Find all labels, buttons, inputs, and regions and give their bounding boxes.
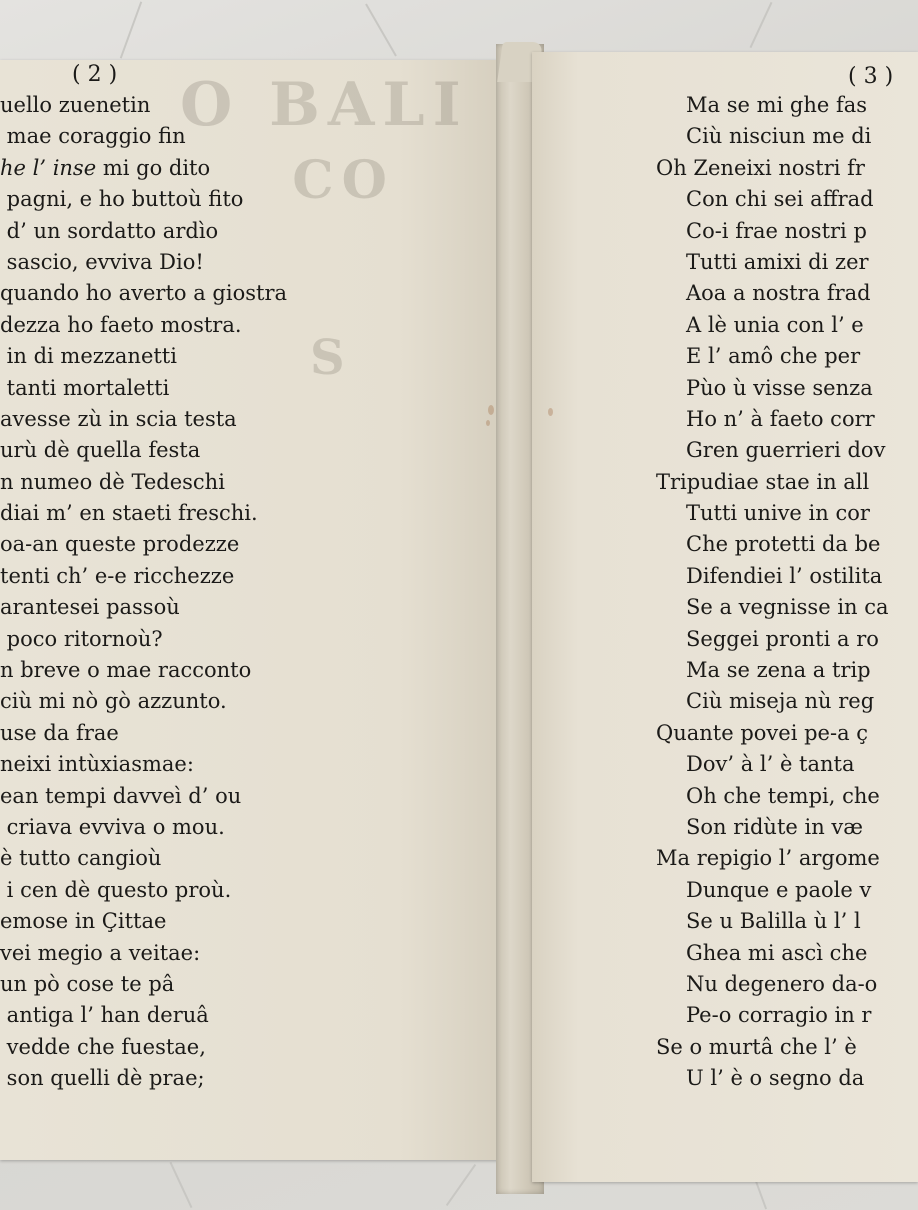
right-text-line-part: Son ridùte in væ <box>686 814 864 839</box>
left-text-line-part: mi go dito <box>96 155 211 180</box>
right-text-line-part: E l’ amô che per <box>686 344 861 369</box>
left-text-line-part: d’ un sordatto ardìo <box>0 218 219 243</box>
left-text-line <box>0 1032 287 1063</box>
table-crack <box>120 1 142 58</box>
right-text-line-part: Quante povei pe-a ç <box>656 720 869 745</box>
foxing-spot <box>488 405 494 415</box>
left-text-line-part: vedde che fuestae, <box>0 1034 206 1059</box>
right-text-line-part: Dunque e paole v <box>686 877 872 902</box>
left-text-line-part: criava evviva o mou. <box>0 814 225 839</box>
left-text-line <box>0 341 287 372</box>
right-text-line <box>532 1000 889 1031</box>
left-text-line-part: uello zuenetin <box>0 93 151 117</box>
left-text-line <box>0 247 287 278</box>
right-text-line-part: Aoa a nostra frad <box>686 281 871 306</box>
left-text-line <box>0 812 287 843</box>
left-text-line <box>0 592 287 623</box>
left-text-line-part: poco ritornoù? <box>0 626 163 651</box>
left-text-line <box>0 435 287 466</box>
left-text-line-part: use da frae <box>0 720 119 745</box>
right-text-line <box>532 435 889 466</box>
left-text-line-part: pagni, e ho buttoù fito <box>0 187 244 212</box>
left-text-line <box>0 624 287 655</box>
right-text-line-part: Se u Balilla ù l’ l <box>686 909 861 934</box>
right-page-number: ( 3 ) <box>848 64 894 89</box>
right-text-line <box>532 216 889 247</box>
left-text-line <box>0 373 287 404</box>
right-text-line-part: Seggei pronti a ro <box>686 626 879 651</box>
left-text-line-part: arantesei passoù <box>0 595 180 620</box>
right-text-line <box>532 184 889 215</box>
show-through-title: CO <box>240 150 395 211</box>
right-text-line <box>532 341 889 372</box>
right-text-line-part: A lè unia con l’ e <box>686 312 864 337</box>
left-text-line-part: tanti mortaletti <box>0 375 170 400</box>
right-text-line-part: Co-i frae nostri p <box>686 218 867 243</box>
left-text-line-part: neixi intùxiasmae: <box>0 752 194 777</box>
show-through-title: S <box>310 330 353 386</box>
left-text-line-part: dezza ho faeto mostra. <box>0 312 242 337</box>
left-text-line <box>0 686 287 717</box>
right-text-line-part: Con chi sei affrad <box>686 187 874 212</box>
left-text-line-part: emose in Çittae <box>0 909 167 934</box>
right-text-line-part: Se o murtâ che l’ è <box>656 1034 857 1059</box>
left-text-line <box>0 404 287 435</box>
left-text-line <box>0 561 287 592</box>
left-text-line-part: ean tempi davveì d’ ou <box>0 783 242 808</box>
table-crack <box>750 2 773 48</box>
show-through-title: O BALI <box>180 70 469 140</box>
right-text-line-part: Tripudiae stae in all <box>656 469 870 494</box>
left-text-line <box>0 153 287 184</box>
left-text-line-part: i cen dè questo proù. <box>0 877 232 902</box>
right-text-line <box>532 121 889 152</box>
left-text-line-part: ciù mi nò gò azzunto. <box>0 689 227 714</box>
right-text-line <box>532 624 889 655</box>
table-crack <box>170 1162 193 1208</box>
right-text-line-part: Ma se zena a trip <box>686 658 871 683</box>
right-text-line <box>532 278 889 309</box>
right-text-line <box>532 812 889 843</box>
left-text-line <box>0 529 287 560</box>
foxing-spot <box>486 420 490 426</box>
table-crack <box>446 1164 476 1206</box>
left-text-line-part: oa-an queste prodezze <box>0 532 240 557</box>
right-text-line-part: Pùo ù visse senza <box>686 375 873 400</box>
left-text-line <box>0 184 287 215</box>
table-crack <box>365 4 397 57</box>
left-text-line <box>0 121 287 152</box>
right-text-line-part: Difendiei l’ ostilita <box>686 563 883 588</box>
left-text-line <box>0 938 287 969</box>
left-text-line <box>0 1063 287 1094</box>
left-page-number: ( 2 ) <box>72 62 118 87</box>
right-text-line-part: Nu degenero da-o <box>686 971 878 996</box>
left-text-line <box>0 906 287 937</box>
left-text-line-part: un pò cose te pâ <box>0 971 175 996</box>
right-text-line <box>532 875 889 906</box>
left-text-line <box>0 498 287 529</box>
foxing-spot <box>548 408 553 416</box>
right-text-line-part: Se a vegnisse in ca <box>686 595 889 620</box>
left-text-line-part: son quelli dè prae; <box>0 1066 205 1091</box>
left-text-line <box>0 969 287 1000</box>
right-text-line <box>532 90 889 121</box>
right-text-line-part: U l’ è o segno da <box>686 1066 865 1091</box>
left-text-line <box>0 90 287 121</box>
left-text-line <box>0 655 287 686</box>
right-text-line <box>532 529 889 560</box>
left-page-text <box>0 90 287 1095</box>
right-text-line <box>532 781 889 812</box>
left-text-line-part: mae coraggio fin <box>0 124 186 149</box>
left-text-line <box>0 467 287 498</box>
right-text-line-part: Gren guerrieri dov <box>686 438 886 463</box>
left-text-line-part: in di mezzanetti <box>0 344 177 369</box>
right-text-line <box>532 561 889 592</box>
left-text-line <box>0 875 287 906</box>
left-text-line-part: urù dè quella festa <box>0 438 201 463</box>
right-text-line <box>532 153 889 184</box>
left-text-line-part: n breve o mae racconto <box>0 658 252 683</box>
right-text-line <box>532 686 889 717</box>
left-text-line-part: avesse zù in scia testa <box>0 406 237 431</box>
right-text-line-part: Tutti amixi di zer <box>686 249 869 274</box>
right-text-line <box>532 467 889 498</box>
right-text-line-part: Tutti unive in cor <box>686 501 870 526</box>
right-text-line-part: Ciù miseja nù reg <box>686 689 875 714</box>
left-text-line-italic: he l’ inse <box>0 155 97 180</box>
right-text-line-part: Ciù nisciun me di <box>686 124 872 149</box>
left-text-line-part: sascio, evviva Dio! <box>0 249 204 274</box>
right-text-line-part: Che protetti da be <box>686 532 881 557</box>
left-text-line <box>0 310 287 341</box>
left-text-line <box>0 278 287 309</box>
right-text-line <box>532 655 889 686</box>
left-text-line <box>0 781 287 812</box>
left-text-line <box>0 718 287 749</box>
right-text-line-part: Ma repigio l’ argome <box>656 846 880 871</box>
left-text-line-part: diai m’ en staeti freschi. <box>0 501 258 526</box>
right-text-line <box>532 1063 889 1094</box>
right-text-line <box>532 310 889 341</box>
right-text-line-part: Pe-o corragio in r <box>686 1003 872 1028</box>
right-text-line <box>532 938 889 969</box>
left-text-line-part: è tutto cangioù <box>0 846 162 871</box>
left-text-line <box>0 216 287 247</box>
table-crack <box>755 1181 767 1210</box>
right-text-line <box>532 247 889 278</box>
right-text-line <box>532 592 889 623</box>
right-text-line <box>532 749 889 780</box>
left-text-line-part: n numeo dè Tedeschi <box>0 469 225 494</box>
right-text-line-part: Oh che tempi, che <box>686 783 880 808</box>
right-text-line <box>532 498 889 529</box>
right-text-line <box>532 404 889 435</box>
right-text-line <box>532 718 889 749</box>
left-text-line <box>0 1000 287 1031</box>
left-text-line <box>0 749 287 780</box>
right-page-text <box>532 90 889 1095</box>
right-text-line <box>532 969 889 1000</box>
right-text-line <box>532 906 889 937</box>
right-text-line <box>532 843 889 874</box>
left-text-line-part: quando ho averto a giostra <box>0 281 287 306</box>
left-text-line-part: tenti ch’ e-e ricchezze <box>0 563 235 588</box>
right-text-line-part: Oh Zeneixi nostri fr <box>656 155 865 180</box>
left-text-line <box>0 843 287 874</box>
left-page <box>0 60 500 1160</box>
right-text-line-part: Dov’ à l’ è tanta <box>686 752 855 777</box>
right-text-line <box>532 1032 889 1063</box>
right-text-line-part: Ho n’ à faeto corr <box>686 406 875 431</box>
right-text-line-part: Ghea mi ascì che <box>686 940 868 965</box>
right-text-line <box>532 373 889 404</box>
right-page <box>532 52 918 1182</box>
left-text-line-part: antiga l’ han deruâ <box>0 1003 209 1028</box>
right-text-line-part: Ma se mi ghe fas <box>686 93 868 117</box>
left-text-line-part: vei megio a veitae: <box>0 940 201 965</box>
